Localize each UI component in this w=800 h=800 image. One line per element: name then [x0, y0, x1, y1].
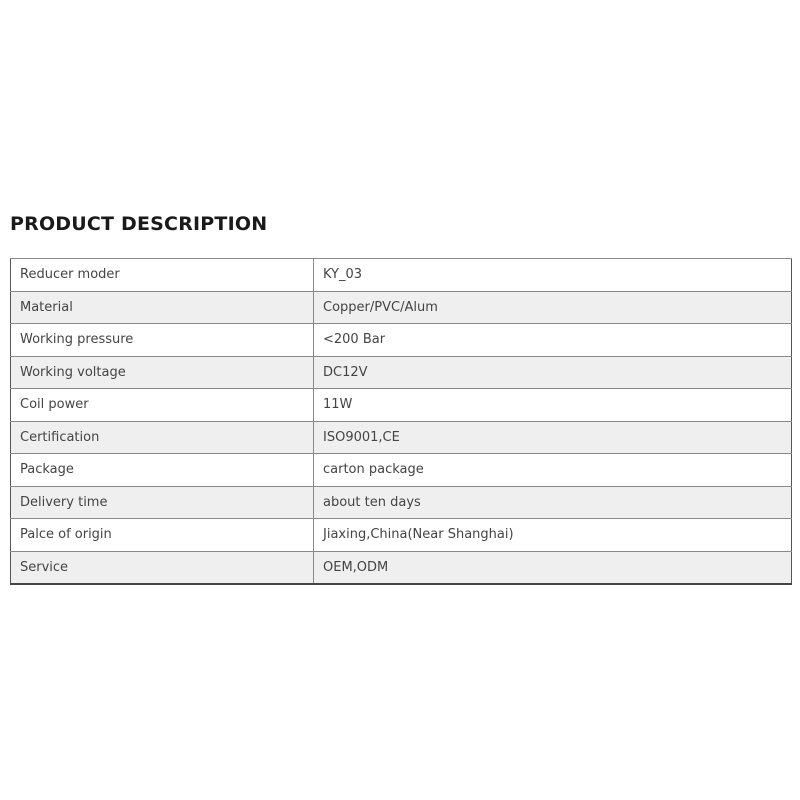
spec-label: Package [11, 454, 314, 487]
spec-label: Reducer moder [11, 259, 314, 292]
table-row [11, 551, 792, 584]
spec-value: <200 Bar [314, 324, 792, 357]
spec-label: Certification [11, 421, 314, 454]
spec-label: Working voltage [11, 356, 314, 389]
spec-label: Palce of origin [11, 519, 314, 552]
table-row [11, 519, 792, 552]
product-spec-table [10, 258, 792, 585]
spec-value: DC12V [314, 356, 792, 389]
table-row [11, 421, 792, 454]
spec-label: Service [11, 551, 314, 584]
spec-value: carton package [314, 454, 792, 487]
spec-value: Jiaxing,China(Near Shanghai) [314, 519, 792, 552]
page-title: PRODUCT DESCRIPTION [10, 213, 268, 235]
table-row [11, 259, 792, 292]
spec-value: ISO9001,CE [314, 421, 792, 454]
spec-label: Material [11, 291, 314, 324]
spec-value: OEM,ODM [314, 551, 792, 584]
spec-value: about ten days [314, 486, 792, 519]
spec-label: Working pressure [11, 324, 314, 357]
spec-value: KY_03 [314, 259, 792, 292]
table-row [11, 291, 792, 324]
spec-label: Delivery time [11, 486, 314, 519]
table-row [11, 389, 792, 422]
spec-label: Coil power [11, 389, 314, 422]
table-row [11, 324, 792, 357]
table-row [11, 486, 792, 519]
spec-value: 11W [314, 389, 792, 422]
table-row [11, 454, 792, 487]
table-row [11, 356, 792, 389]
spec-value: Copper/PVC/Alum [314, 291, 792, 324]
